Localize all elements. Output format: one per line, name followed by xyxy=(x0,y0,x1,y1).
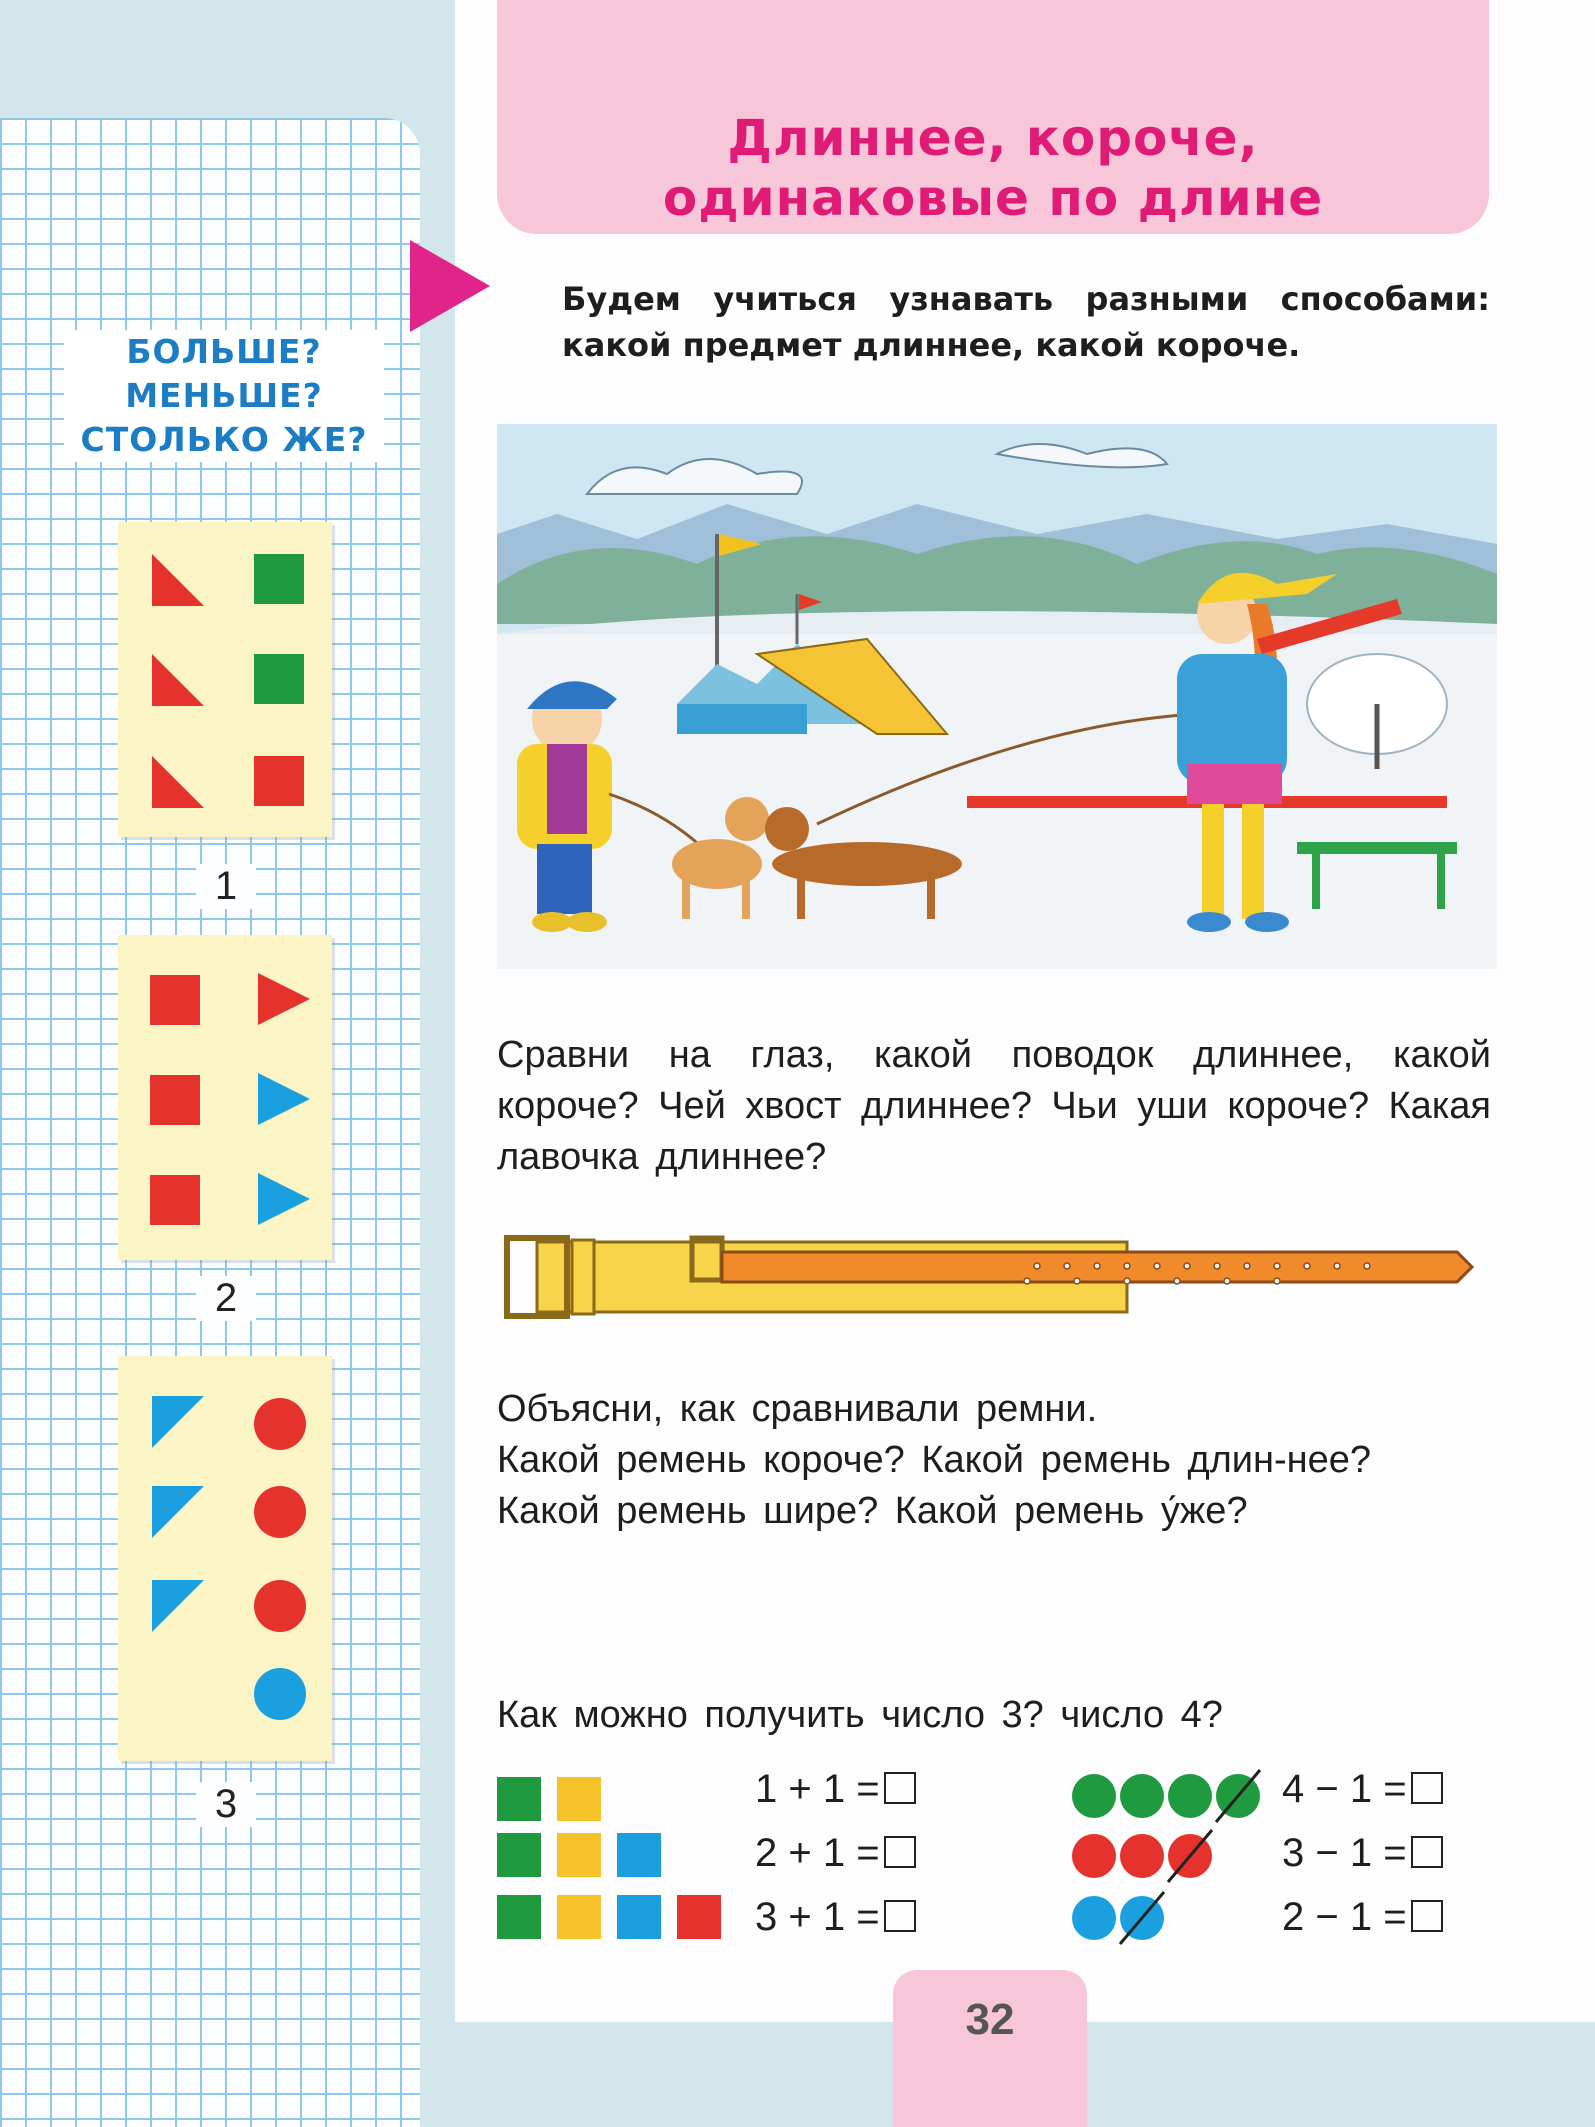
equation-text: 3 − 1 = xyxy=(1282,1831,1407,1875)
red-triangle-icon xyxy=(152,756,204,808)
red-square-icon xyxy=(254,756,304,806)
red-triangle-icon xyxy=(152,554,204,606)
page-number: 32 xyxy=(965,1995,1015,2044)
answer-box[interactable] xyxy=(1411,1772,1443,1804)
equation-text: 3 + 1 = xyxy=(755,1895,880,1939)
equation-subtract xyxy=(1282,1828,1443,1878)
blue-block-icon xyxy=(617,1895,661,1939)
pointer-triangle-icon xyxy=(410,240,490,332)
green-dot-icon xyxy=(1168,1774,1212,1818)
blue-dot-icon xyxy=(1072,1896,1116,1940)
equation-add xyxy=(755,1828,916,1878)
answer-box[interactable] xyxy=(884,1900,916,1932)
shapes-card-1 xyxy=(118,522,332,837)
yellow-block-icon xyxy=(557,1833,601,1877)
red-circle-icon xyxy=(254,1580,306,1632)
blue-circle-icon xyxy=(254,1668,306,1720)
question-leash: Сравни на глаз, какой поводок длиннее, какой короче? Чей хвост длиннее? Чьи уши короче? Какая лавочка длиннее? xyxy=(497,1034,1491,1178)
red-dot-icon xyxy=(1120,1834,1164,1878)
shapes-card-3 xyxy=(118,1356,332,1761)
blue-triangle-icon xyxy=(258,1173,310,1225)
card-number: 1 xyxy=(196,864,256,909)
answer-box[interactable] xyxy=(884,1772,916,1804)
equation-text: 4 − 1 = xyxy=(1282,1767,1407,1811)
page-title xyxy=(497,108,1489,228)
equation-subtract xyxy=(1282,1892,1443,1942)
yellow-block-icon xyxy=(557,1895,601,1939)
strike-icon xyxy=(1112,1888,1172,1948)
green-block-icon xyxy=(497,1895,541,1939)
blue-triangle-icon xyxy=(152,1486,204,1538)
equation-add xyxy=(755,1764,916,1814)
card-number: 3 xyxy=(196,1782,256,1827)
equation-subtract xyxy=(1282,1764,1443,1814)
sidebar-header xyxy=(64,330,384,462)
blue-triangle-icon xyxy=(152,1580,204,1632)
answer-box[interactable] xyxy=(884,1836,916,1868)
green-square-icon xyxy=(254,554,304,604)
red-square-icon xyxy=(150,975,200,1025)
title-line: одинаковые по длине xyxy=(662,169,1324,227)
green-dot-icon xyxy=(1120,1774,1164,1818)
red-square-icon xyxy=(150,1175,200,1225)
title-line: Длиннее, короче, xyxy=(727,109,1259,167)
red-dot-icon xyxy=(1072,1834,1116,1878)
blue-block-icon xyxy=(617,1833,661,1877)
sidebar-header-line: СТОЛЬКО ЖЕ? xyxy=(80,420,368,459)
red-triangle-icon xyxy=(258,973,310,1025)
green-dot-icon xyxy=(1072,1774,1116,1818)
red-circle-icon xyxy=(254,1398,306,1450)
question-line: Какой ремень короче? Какой ремень длин-нее? xyxy=(497,1439,1372,1481)
page-number-tab xyxy=(893,1970,1087,2127)
equation-text: 2 + 1 = xyxy=(755,1831,880,1875)
answer-box[interactable] xyxy=(1411,1836,1443,1868)
sidebar-header-line: БОЛЬШЕ? xyxy=(126,332,322,371)
strike-icon xyxy=(1208,1766,1268,1826)
question-line: Объясни, как сравнивали ремни. xyxy=(497,1388,1098,1430)
equation-add xyxy=(755,1892,916,1942)
question-belts xyxy=(497,1384,1491,1537)
blue-triangle-icon xyxy=(152,1396,204,1448)
winter-scene-illustration xyxy=(497,424,1497,969)
green-block-icon xyxy=(497,1833,541,1877)
answer-box[interactable] xyxy=(1411,1900,1443,1932)
red-block-icon xyxy=(677,1895,721,1939)
green-square-icon xyxy=(254,654,304,704)
shapes-card-2 xyxy=(118,935,332,1260)
question-line: Какой ремень шире? Какой ремень у́же? xyxy=(497,1490,1248,1532)
equation-text: 1 + 1 = xyxy=(755,1767,880,1811)
red-triangle-icon xyxy=(152,654,204,706)
equation-text: 2 − 1 = xyxy=(1282,1895,1407,1939)
question-numbers: Как можно получить число 3? число 4? xyxy=(497,1694,1223,1736)
blue-triangle-icon xyxy=(258,1073,310,1125)
yellow-block-icon xyxy=(557,1777,601,1821)
lesson-intro: Будем учиться узнавать разными способами: какой предмет длиннее, какой короче. xyxy=(562,280,1490,364)
red-circle-icon xyxy=(254,1486,306,1538)
green-block-icon xyxy=(497,1777,541,1821)
sidebar-header-line: МЕНЬШЕ? xyxy=(125,376,323,415)
strike-icon xyxy=(1160,1826,1220,1886)
belts-illustration xyxy=(497,1230,1497,1330)
red-square-icon xyxy=(150,1075,200,1125)
card-number: 2 xyxy=(196,1276,256,1321)
